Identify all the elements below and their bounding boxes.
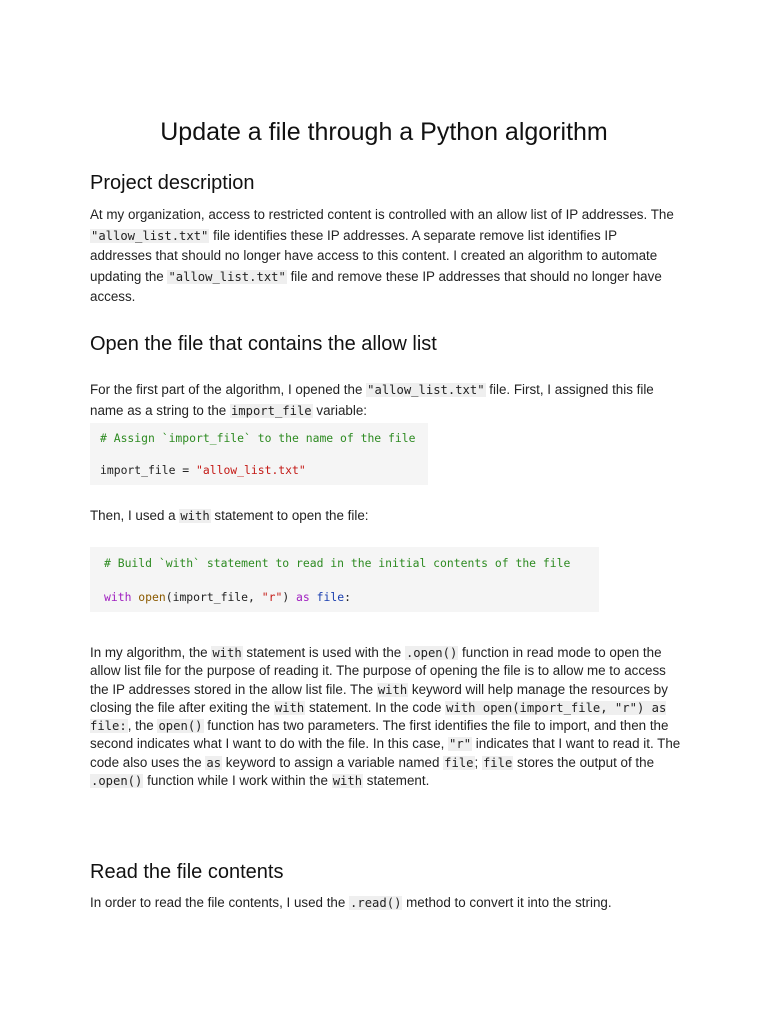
code-comment: # Assign `import_file` to the name of the file <box>100 431 416 445</box>
paragraph-project-description <box>90 205 680 308</box>
code-args: (import_file, <box>165 590 262 604</box>
text-run: statement. <box>363 773 430 789</box>
code-string-r: "r" <box>261 590 283 604</box>
code-var-file: file <box>316 590 345 604</box>
text-run: keyword will help manage the resources by closing the file after exiting the <box>90 681 668 715</box>
code-function-open: open <box>138 590 166 604</box>
paragraph-with-explanation <box>90 644 682 790</box>
text-run: In order to read the file contents, I used the <box>90 895 350 910</box>
text-run: ; <box>474 754 482 770</box>
text-run: function has two parameters. The first identifies the file to import, and then the second indicates what I want to do with the file. In this case, <box>90 718 669 752</box>
inline-code: with <box>274 700 305 715</box>
text-run: stores the output of the <box>513 754 655 770</box>
inline-code: .open() <box>91 774 143 789</box>
code-args-close: ) <box>282 590 297 604</box>
inline-code: with <box>377 682 408 697</box>
text-run: file and remove these IP addresses that should no longer have access. <box>90 268 662 305</box>
inline-code: with <box>180 509 210 523</box>
paragraph-read-file <box>90 893 680 914</box>
code-keyword-with: with <box>104 590 132 604</box>
text-run: At my organization, access to restricted content is controlled with an allow list of IP addresses. The <box>90 207 674 222</box>
code-line-with-open <box>104 590 351 604</box>
text-run: indicates that I want to read it. The code also uses the <box>90 736 681 770</box>
inline-code: with open(import_file, "r") as file: <box>90 700 667 734</box>
code-block-with-open <box>90 547 599 612</box>
heading-open-file: Open the file that contains the allow list <box>90 333 437 355</box>
paragraph-open-file <box>90 380 680 421</box>
text-run: For the first part of the algorithm, I opened the <box>90 382 367 397</box>
code-colon: : <box>344 590 351 604</box>
text-run: method to convert it into the string. <box>402 895 612 910</box>
inline-code: file <box>482 755 513 770</box>
text-run: statement is used with the <box>242 645 405 660</box>
text-run: file. First, I assigned this file name as a string to the <box>90 382 654 418</box>
inline-code: with <box>332 774 363 789</box>
text-run: statement. In the code <box>305 699 446 715</box>
heading-read-file: Read the file contents <box>90 861 284 883</box>
text-run: Then, I used a <box>90 508 180 523</box>
code-space <box>310 590 317 604</box>
code-var: import_file = <box>100 463 197 477</box>
inline-code: as <box>206 755 222 770</box>
text-run: , the <box>127 718 158 734</box>
text-run: variable: <box>312 402 367 418</box>
inline-code: .open() <box>405 646 458 660</box>
inline-code: file <box>444 755 474 770</box>
heading-project-description: Project description <box>90 172 255 194</box>
inline-code: open() <box>158 719 203 734</box>
text-run: function in read mode to open the allow list file for the purpose of reading it. The purpose of opening the file is to allow me to access the IP addresses stored in the allow list file. The <box>90 645 666 697</box>
inline-code: import_file <box>230 403 312 418</box>
inline-code: with <box>212 646 242 660</box>
inline-code: "allow_list.txt" <box>367 383 485 397</box>
code-comment: # Build `with` statement to read in the initial contents of the file <box>104 556 571 570</box>
code-block-import-file <box>90 423 428 485</box>
paragraph-with-statement <box>90 506 680 527</box>
page-title: Update a file through a Python algorithm <box>160 118 608 146</box>
code-line-assign <box>100 463 306 477</box>
text-run: function while I work within the <box>143 773 332 789</box>
text-run: keyword to assign a variable named <box>222 754 444 770</box>
inline-code: "r" <box>449 737 472 752</box>
text-run: In my algorithm, the <box>90 645 212 660</box>
inline-code: .read() <box>350 896 402 910</box>
inline-code: "allow_list.txt" <box>168 269 286 284</box>
code-keyword-as: as <box>296 590 310 604</box>
code-string: "allow_list.txt" <box>196 463 306 477</box>
text-run: statement to open the file: <box>210 508 369 523</box>
inline-code: "allow_list.txt" <box>91 228 209 243</box>
text-run: file identifies these IP addresses. A separate remove list identifies IP addresses that should no longer have access to this content. I created an algorithm to automate updating the <box>90 227 658 284</box>
